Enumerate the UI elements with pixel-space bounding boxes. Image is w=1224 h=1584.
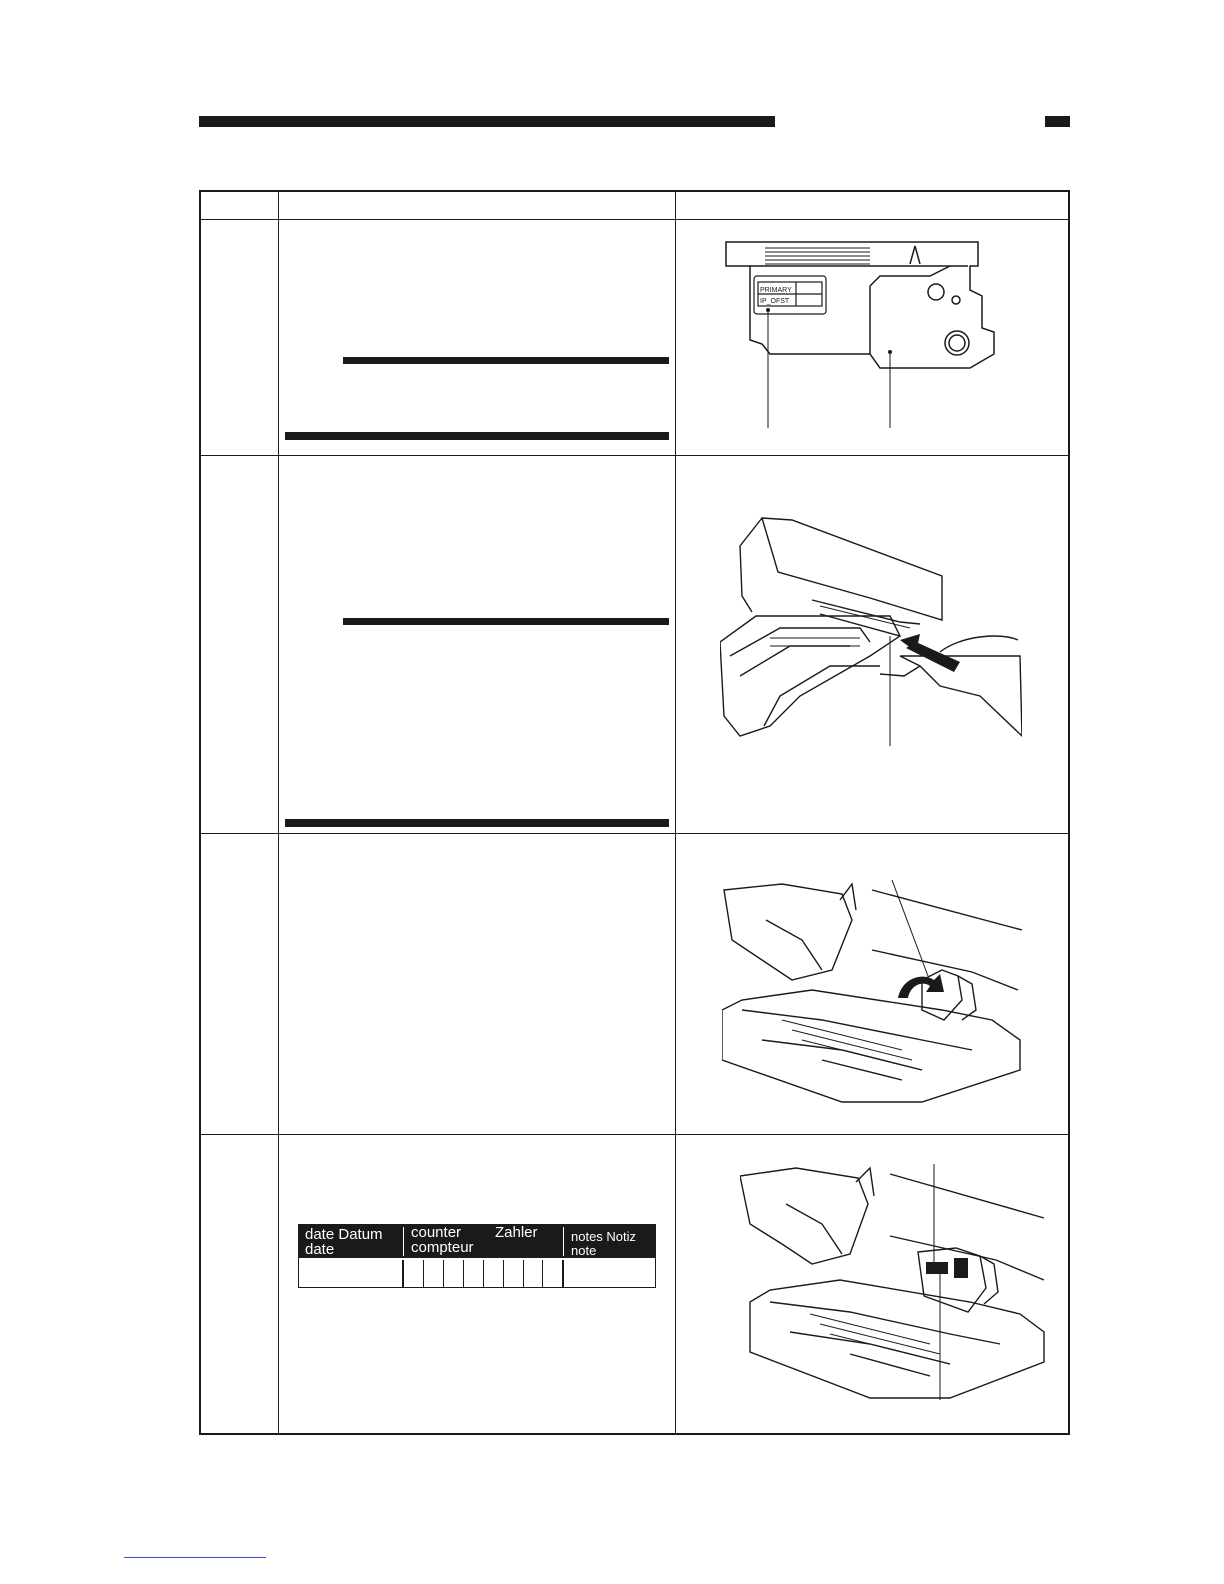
header-row-divider bbox=[201, 219, 1068, 220]
log-counter-tick bbox=[443, 1260, 444, 1287]
log-counter-tick bbox=[463, 1260, 464, 1287]
tag-primary: PRIMARY bbox=[760, 287, 792, 294]
log-label-header bbox=[299, 1225, 655, 1258]
caution-bar-bottom-2 bbox=[285, 819, 669, 827]
column-divider-step bbox=[278, 192, 279, 1433]
log-counter-tick bbox=[423, 1260, 424, 1287]
log-counter-start bbox=[402, 1260, 404, 1287]
log-counter-header-1: counter bbox=[411, 1224, 462, 1241]
page-number-block bbox=[1045, 116, 1070, 127]
caution-bar-top-1 bbox=[343, 357, 669, 364]
caution-bar-bottom-1 bbox=[285, 432, 669, 440]
log-header-divider-2 bbox=[563, 1227, 564, 1256]
header-rule bbox=[199, 116, 775, 127]
log-counter-tick bbox=[542, 1260, 543, 1287]
log-counter-header-2: compteur bbox=[411, 1239, 474, 1256]
log-date-header-1: date Datum bbox=[305, 1226, 383, 1243]
figure-cartridge-label bbox=[720, 236, 1010, 430]
log-counter-header-1b: Zahler bbox=[495, 1224, 538, 1241]
log-counter-end bbox=[562, 1260, 564, 1287]
log-notes-header-2: note bbox=[571, 1243, 597, 1258]
log-date-header-2: date bbox=[305, 1241, 335, 1258]
log-counter-tick bbox=[523, 1260, 524, 1287]
row-divider-3 bbox=[201, 1134, 1068, 1135]
figure-insert-cartridge bbox=[720, 516, 1022, 748]
log-counter-tick bbox=[503, 1260, 504, 1287]
tag-ip-ofst: IP_OFST bbox=[760, 298, 790, 305]
maintenance-log-label bbox=[298, 1224, 656, 1288]
log-counter-tick bbox=[483, 1260, 484, 1287]
footer-link-underline[interactable] bbox=[124, 1557, 266, 1558]
log-notes-header-1: notes Notiz bbox=[571, 1229, 637, 1244]
column-divider-figure bbox=[675, 192, 676, 1433]
row-divider-1 bbox=[201, 455, 1068, 456]
log-header-divider-1 bbox=[403, 1227, 404, 1256]
row-divider-2 bbox=[201, 833, 1068, 834]
caution-bar-top-2 bbox=[343, 618, 669, 625]
figure-rotate-lever bbox=[722, 880, 1022, 1104]
figure-cartridge-installed bbox=[740, 1162, 1046, 1402]
